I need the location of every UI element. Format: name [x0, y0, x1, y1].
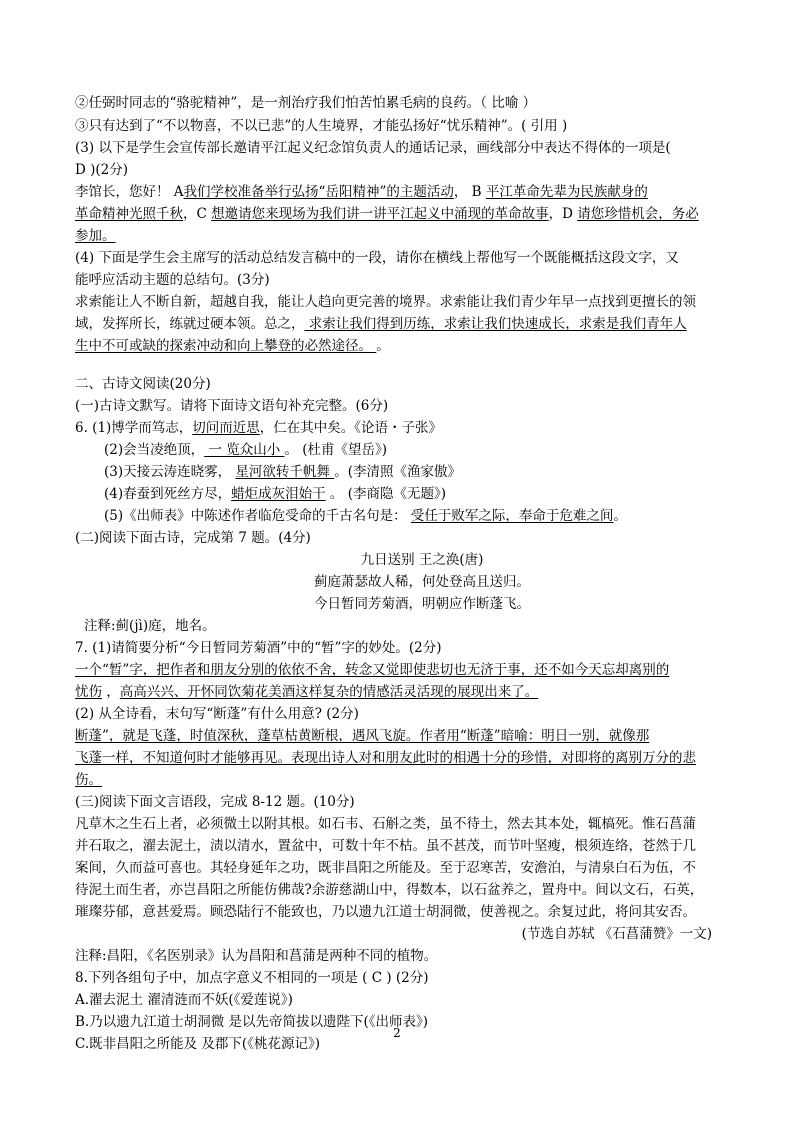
text-line [75, 417, 442, 439]
text-line [0, 923, 712, 945]
text-segment: 李馆长，您好！ A [75, 184, 184, 200]
text-segment: 案间，久而益可喜也。其轻身延年之功，既非昌阳之所能及。至于忍寒苦，安澹泊，与清泉白石为伍，不 [75, 860, 696, 876]
text-line [75, 373, 211, 395]
text-segment: ， B [453, 184, 486, 200]
text-segment: ，仁在其中矣。《论语・子张》 [259, 420, 443, 436]
page-number: 2 [393, 1026, 401, 1040]
text-segment: ，D [548, 206, 578, 222]
text-segment: D )(2分) [75, 162, 129, 178]
text-segment: ， [102, 684, 120, 700]
text-line [75, 791, 355, 813]
text-segment: (节选自苏轼 《石菖蒲赞》一文) [521, 926, 712, 942]
underlined-answer: 我们学校准备举行弘扬“岳阳精神”的主题活动 [183, 184, 454, 200]
text-segment: 今日暂同芳菊酒，明朝应作断蓬飞。 [314, 596, 530, 612]
text-segment: 二、古诗文阅读(20分) [75, 376, 211, 392]
text-segment: (5)《出师表》中陈述作者临危受命的千古名句是： [104, 508, 411, 524]
text-line [75, 967, 429, 989]
text-segment: 域，发挥所长，练就过硬本领。总之， [75, 316, 305, 332]
underlined-answer: 蜡炬成灰泪始干 [231, 486, 326, 502]
text-segment: ②任弼时同志的“骆驼精神”，是一剂治疗我们怕苦怕累毛病的良药。（ 比喻 ） [75, 95, 537, 111]
text-line [75, 835, 696, 857]
text-segment: 。 (李商隐《无题》) [325, 486, 446, 502]
text-line [75, 137, 671, 159]
text-line [75, 159, 128, 181]
text-segment: A.濯去泥土 濯清涟而不妖(《爱莲说》) [75, 992, 293, 1008]
text-segment: 璀璨芬郁，意甚爱焉。顾恐陆行不能致也，乃以遗九江道士胡洞微，使善视之。余复过此，将问其安否。 [75, 904, 696, 920]
text-segment: C.既非昌阳之所能及 及郡下(《桃花源记》) [75, 1036, 320, 1052]
text-line [75, 335, 390, 357]
text-segment: 8.下列各组句子中，加点字意义不相同的一项是 ( C ) (2分) [75, 970, 429, 986]
text-line [75, 901, 696, 923]
text-segment: 。 [613, 508, 627, 524]
text-segment: (2) 从全诗看，末句写“断蓬”有什么用意? (2分) [75, 706, 359, 722]
text-line [75, 395, 388, 417]
text-line [75, 247, 679, 269]
text-segment: 九日送别 王之涣(唐) [360, 552, 484, 568]
text-line [0, 549, 794, 571]
underlined-answer: 一 览众山小 [204, 442, 285, 458]
text-segment: 能呼应活动主题的总结句。(3分) [75, 272, 270, 288]
text-line [75, 747, 696, 769]
text-segment: 。 (杜甫《望岳》) [284, 442, 388, 458]
text-segment: 待泥土而生者，亦岂昌阳之所能仿佛哉?余游慈湖山中，得数本，以石盆养之，置舟中。间以文石，石英， [75, 882, 704, 898]
text-line [0, 593, 794, 615]
text-line [75, 115, 567, 137]
underlined-answer: 切问而近思 [192, 420, 260, 436]
text-line [75, 769, 102, 791]
text-line [104, 439, 387, 461]
text-segment: 7. (1)请简要分析“今日暂同芳菊酒”中的“暂”字的妙处。(2分) [75, 640, 442, 656]
text-line [104, 505, 627, 527]
underlined-answer: 断蓬”，就是飞蓬，时值深秋，蓬草枯黄断根，遇风飞旋。作者用“断蓬”暗喻：明日一别，就像那 [75, 728, 650, 744]
underlined-answer: 受任于败军之际，奉命于危难之间 [410, 508, 614, 524]
text-segment: (4) 下面是学生会主席写的活动总结发言稿中的一段，请你在横线上帮他写一个既能概括这段文字，又 [75, 250, 679, 266]
underlined-answer: 一个“暂”字，把作者和朋友分别的依依不舍，转念又觉即使悲切也无济于事，还不如今天忘却离别的 [75, 662, 670, 678]
text-segment: ③只有达到了“不以物喜，不以已悲”的人生境界，才能弘扬好“忧乐精神”。( 引用 ) [75, 118, 568, 134]
text-line [75, 857, 696, 879]
underlined-answer: 生中不可或缺的探索冲动和向上攀登的必然途径。 [75, 338, 377, 354]
text-line [75, 225, 116, 247]
underlined-answer: 参加。 [75, 228, 116, 244]
text-segment: 。 [376, 338, 390, 354]
text-line [75, 313, 687, 335]
text-line [75, 269, 270, 291]
text-segment: 蓟庭萧瑟故人稀，何处登高且送归。 [314, 574, 530, 590]
underlined-answer: 飞蓬一样，不知道何时才能够再见。表现出诗人对和朋友此时的相遇十分的珍惜，对即将的离别万分的悲 [75, 750, 696, 766]
text-segment: 并石取之，濯去泥土，渍以清水，置盆中，可数十年不枯。虽不甚茂，而节叶坚瘦，根须连络，苍然于几 [75, 838, 696, 854]
underlined-answer: 平江革命先辈为民族献身的 [485, 184, 648, 200]
text-line [75, 813, 696, 835]
text-segment: (3)天接云涛连晓雾， [104, 464, 236, 480]
text-line [75, 527, 311, 549]
text-line [75, 681, 538, 703]
text-line [75, 989, 293, 1011]
text-line [0, 571, 794, 593]
underlined-answer: 星河欲转千帆舞 [235, 464, 335, 480]
text-line [75, 291, 696, 313]
text-segment: 注释:昌阳，《名医别录》认为昌阳和菖蒲是两种不同的植物。 [75, 948, 438, 964]
text-line [75, 703, 359, 725]
text-line [104, 461, 461, 483]
text-line [84, 615, 216, 637]
text-segment: 求索能让人不断自新，超越自我，能让人趋向更完善的境界。求索能让我们青少年早一点找到更擅长的领 [75, 294, 696, 310]
text-line [75, 945, 437, 967]
text-line [75, 879, 703, 901]
text-segment: (3) 以下是学生会宣传部长邀请平江起义纪念馆负责人的通话记录，画线部分中表达不得体的一项是( [75, 140, 671, 156]
text-segment: 6. (1)博学而笃志， [75, 420, 193, 436]
text-line [75, 92, 536, 114]
text-segment: (三)阅读下面文言语段，完成 8-12 题。(10分) [75, 794, 355, 810]
text-line [75, 181, 648, 203]
underlined-answer: 革命精神光照千秋 [75, 206, 183, 222]
text-segment: (一)古诗文默写。请将下面诗文语句补充完整。(6分) [75, 398, 389, 414]
text-segment: ，C [183, 206, 212, 222]
text-segment: (4)春蚕到死丝方尽， [104, 486, 232, 502]
underlined-answer: 忧伤 [75, 684, 102, 700]
text-segment: 。(李清照《渔家傲》 [334, 464, 461, 480]
text-segment: 凡草木之生石上者，必须微土以附其根。如石韦、石斛之类，虽不待土，然去其本处，辄槁死。惟石菖蒲 [75, 816, 696, 832]
text-line [75, 659, 669, 681]
underlined-answer: 请您珍惜机会，务必 [577, 206, 699, 222]
text-line [75, 637, 442, 659]
text-segment: B.乃以遗九江道士胡洞微 是以先帝简拔以遗陛下(《出师表》) [75, 1014, 429, 1030]
text-segment: 注释:蓟(jì)庭，地名。 [84, 618, 216, 634]
underlined-answer: 高高兴兴、开怀同饮菊花美酒这样复杂的情感活灵活现的展现出来了。 [119, 684, 539, 700]
underlined-answer: 求索让我们得到历练，求索让我们快速成长，求索是我们青年人 [304, 316, 687, 332]
text-segment: (2)会当凌绝顶， [104, 442, 205, 458]
text-line [75, 203, 699, 225]
underlined-answer: 想邀请您来现场为我们讲一讲平江起义中涌现的革命故事 [211, 206, 549, 222]
text-line [75, 725, 649, 747]
underlined-answer: 伤。 [75, 772, 102, 788]
text-segment: (二)阅读下面古诗，完成第 7 题。(4分) [75, 530, 311, 546]
text-line [104, 483, 446, 505]
